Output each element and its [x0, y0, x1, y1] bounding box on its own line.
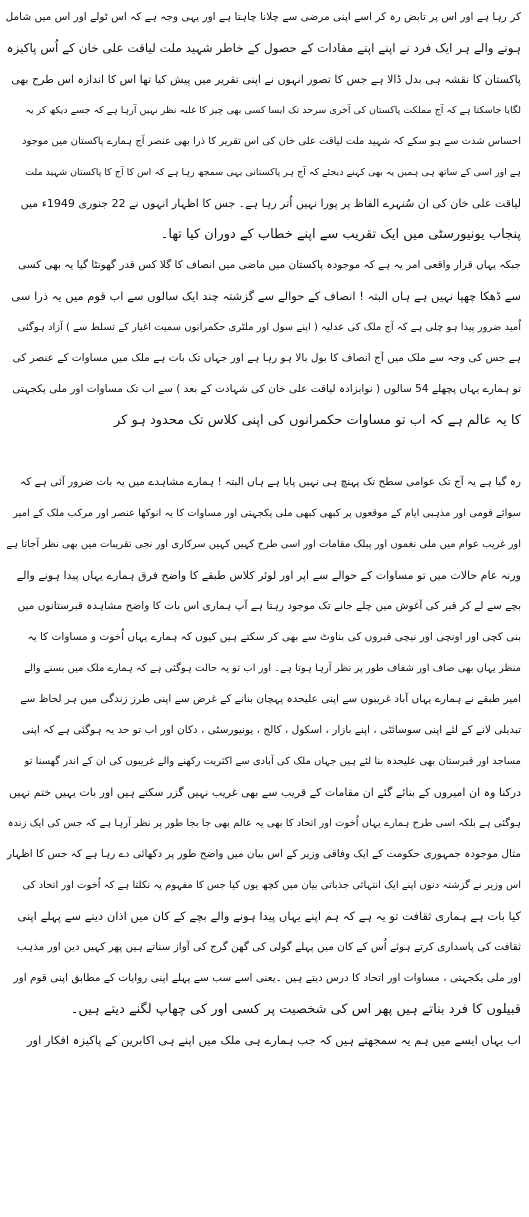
text-line: پاکستان کا نقشہ ہی بدل ڈالا ہے جس کا تصور انہوں نے اپنی تقریر میں پیش کیا تھا اس کا اندازہ اس طرح بھی	[11, 73, 521, 86]
text-line: کر رہا ہے اور اس پر تابض رہ کر اسے اپنی مرضی سے چلانا چاہتا ہے اور یہی وجہ ہے کہ اس ٹولے اور اس میں شامل	[6, 11, 521, 23]
text-line: قبیلوں کا فرد بناتے ہیں پھر اس کی شخصیت پر کسی اور کی چھاپ لگنے دیتے ہیں۔	[70, 1002, 521, 1017]
text-line: ثقافت کی پاسداری کرتے ہوئے اُس کے کان میں پہلے گولی کی گھن گرج کی آواز سناتے ہیں پھر کہیں دین اور مذہب	[16, 941, 521, 953]
text-line: اب یہاں ایسے میں ہم یہ سمجھتے ہیں کہ جب ہمارے ہی ملک میں اپنے ہی اکابرین کے پاکیزہ افکار اور	[26, 1033, 521, 1047]
text-line: ہے اور اسی کے ساتھ ہی ہمیں یہ بھی کہنے دیجئے کہ آج ہر پاکستانی یہی سمجھ رہا ہے کہ اس کا آج کا پاکستان شہید ملت	[25, 167, 521, 178]
text-line: تبدیلی لانے کے لئے اپنی سوسائٹی ، اپنے بازار ، اسکول ، کالج ، یونیورسٹی ، دکان اور اب تو حد یہ ہوگئی ہے کہ اپنی	[21, 724, 521, 736]
text-line: رہ گیا ہے یہ آج تک عوامی سطح تک پہنچ ہی نہیں پایا ہے ہاں البتہ ! ہمارے مشاہدے میں یہ بات ضرور آئی ہے کہ	[20, 476, 521, 488]
paragraph-4	[6, 1025, 521, 1056]
text-line: درکنا وہ ان امیروں کے بنائے گئے ان مقامات کے قریب سے بھی غریب نہیں گزر سکتے ہیں اور بات یہیں ختم نہیں	[9, 786, 521, 799]
paragraph-1	[6, 2, 521, 250]
text-line: ہوگئی ہے بلکہ اسی طرح ہمارے یہاں اُخوت اور اتحاد کا بھی یہ عالم بھی جا بجا طور پر نظر آرہا ہے کہ جس کی ایک زندہ	[7, 818, 521, 829]
text-line: تو ہمارے یہاں پچھلے 54 سالوں ( نوابزادہ لیاقت علی خان کی شہادت کے بعد ) سے اب تک مساوات اور ملی یکجہتی	[12, 383, 521, 395]
text-line: لگایا جاسکتا ہے کہ آج مملکت پاکستان کی آخری سرحد تک ایسا کسی بھی چیز کا غلبہ نظر نہیں آرہا ہے کہ جسے دیکھ کر یہ	[25, 105, 521, 116]
text-line: منظر یہاں بھی صاف اور شفاف طور پر نظر آرہا ہوتا ہے۔ اور اب تو یہ حالت ہوگئی ہے کہ ہمارے ملک میں بسنے والے	[24, 663, 521, 674]
text-line: امیر طبقے نے ہمارے یہاں آباد غریبوں سے اپنی علیحدہ پہچان بنانے کے غرض سے اپنی طرز زندگی میں ہر لحاظ سے	[20, 693, 521, 705]
text-line: سوائے قومی اور مذہبی ایام کے موقعوں پر کبھی کبھی ملی یکجہتی اور مساوات کا یہ انوکھا عنصر اور مرکب ملک کے امیر	[13, 508, 521, 519]
text-line: مساجد اور قبرستان بھی علیحدہ بنا لئے ہیں جہاں ملک کی آبادی سے اکثریت رکھنے والے غریبوں کی ان کے اندر گھسنا تو	[24, 756, 521, 767]
text-line: ہے جس کی وجہ سے ملک میں آج انصاف کا بول بالا ہو رہا ہے اور جہاں تک بات ہے ملک میں مساوات کے عنصر کی	[12, 352, 521, 364]
text-line: لیاقت علی خان کی ان سُنہرے الفاظ پر پورا نہیں اُتر رہا ہے۔ جس کا اظہار انہوں نے 22 جنوری 1949ء میں	[20, 197, 521, 210]
text-line: اور غریب عوام میں ملی نغموں اور پبلک مقامات اور اسی طرح کہیں کہیں سرکاری اور نجی تقریبات میں بھی نظر آجاتا ہے	[6, 539, 521, 550]
text-line: بچے سے لے کر قبر کی آغوش میں چلے جانے تک موجود رہتا ہے آپ ہماری اس بات کا واضح مشاہدہ قبرستانوں میں	[17, 600, 521, 612]
paragraph-spacer	[6, 436, 521, 467]
text-line: اُمید ضرور پیدا ہو چلی ہے کہ آج ملک کی عدلیہ ( اپنے سول اور ملٹری حکمرانوں سمیت اغیار کے تسلط سے ) آزاد ہوگئی	[17, 322, 521, 333]
text-line: سے ڈھکا چھپا نہیں ہے ہاں البتہ ! انصاف کے حوالے سے گزشتہ چند ایک سالوں سے اب قوم میں یہ ذرا سی	[11, 289, 521, 303]
text-line: اس وزیر نے گزشتہ دنوں اپنے ایک انتہائی جذباتی بیان میں کچھ یوں کیا جس کا مفہوم یہ نکلتا ہے کہ اُخوت اور اتحاد کی	[22, 880, 521, 891]
paragraph-3	[6, 467, 521, 1025]
text-line: کا یہ عالم ہے کہ اب تو مساوات حکمرانوں کی اپنی کلاس تک محدود ہو کر	[114, 413, 521, 428]
text-line: بنی کچی اور اونچی اور نیچی قبروں کی بناوٹ سے بھی کر سکتے ہیں کیوں کہ ہمارے یہاں اُخوت و مساوات کا یہ	[27, 631, 521, 643]
text-line: کیا بات ہے ہماری ثقافت تو یہ ہے کہ ہم اپنے یہاں پیدا ہونے والے بچے کے کان میں اذان دینے سے پہلے اپنی	[17, 909, 521, 923]
text-line: جبکہ یہاں قرار واقعی امر یہ ہے کہ موجودہ پاکستان میں ماضی میں انصاف کا گلا کس قدر گھونٹا گیا یہ بھی کسی	[17, 259, 521, 271]
text-line: پنجاب یونیورسٹی میں ایک تقریب سے اپنے خطاب کے دوران کیا تھا۔	[160, 227, 521, 242]
text-line: ورنہ عام حالات میں تو مساوات کے حوالے سے اپر اور لوئر کلاس طبقے کا واضح فرق ہمارے یہاں پیدا ہونے والے	[16, 569, 521, 582]
paragraph-2	[6, 250, 521, 436]
text-line: احساس شدت سے ہو سکے کہ شہید ملت لیاقت علی خان کی اس تقریر کا ذرا بھی عنصر آج ہمارے پاکستان میں موجود	[22, 136, 521, 147]
text-line: اور ملی یکجہتی ، مساوات اور اتحاد کا درس دیتے ہیں ۔یعنی اسے سب سے پہلے اپنی روایات کے مطابق اپنی قوم اور	[13, 972, 521, 984]
text-line: ہونے والے ہر ایک فرد نے اپنے اپنے مفادات کے حصول کے خاطر شہید ملت لیاقت علی خان کے اُس پاکیزہ	[6, 41, 521, 55]
text-line: مثال موجودہ جمہوری حکومت کے ایک وفاقی وزیر کے اس بیان میں واضح طور پر دکھائی دے رہا ہے کہ جس کا اظہار	[6, 848, 521, 860]
